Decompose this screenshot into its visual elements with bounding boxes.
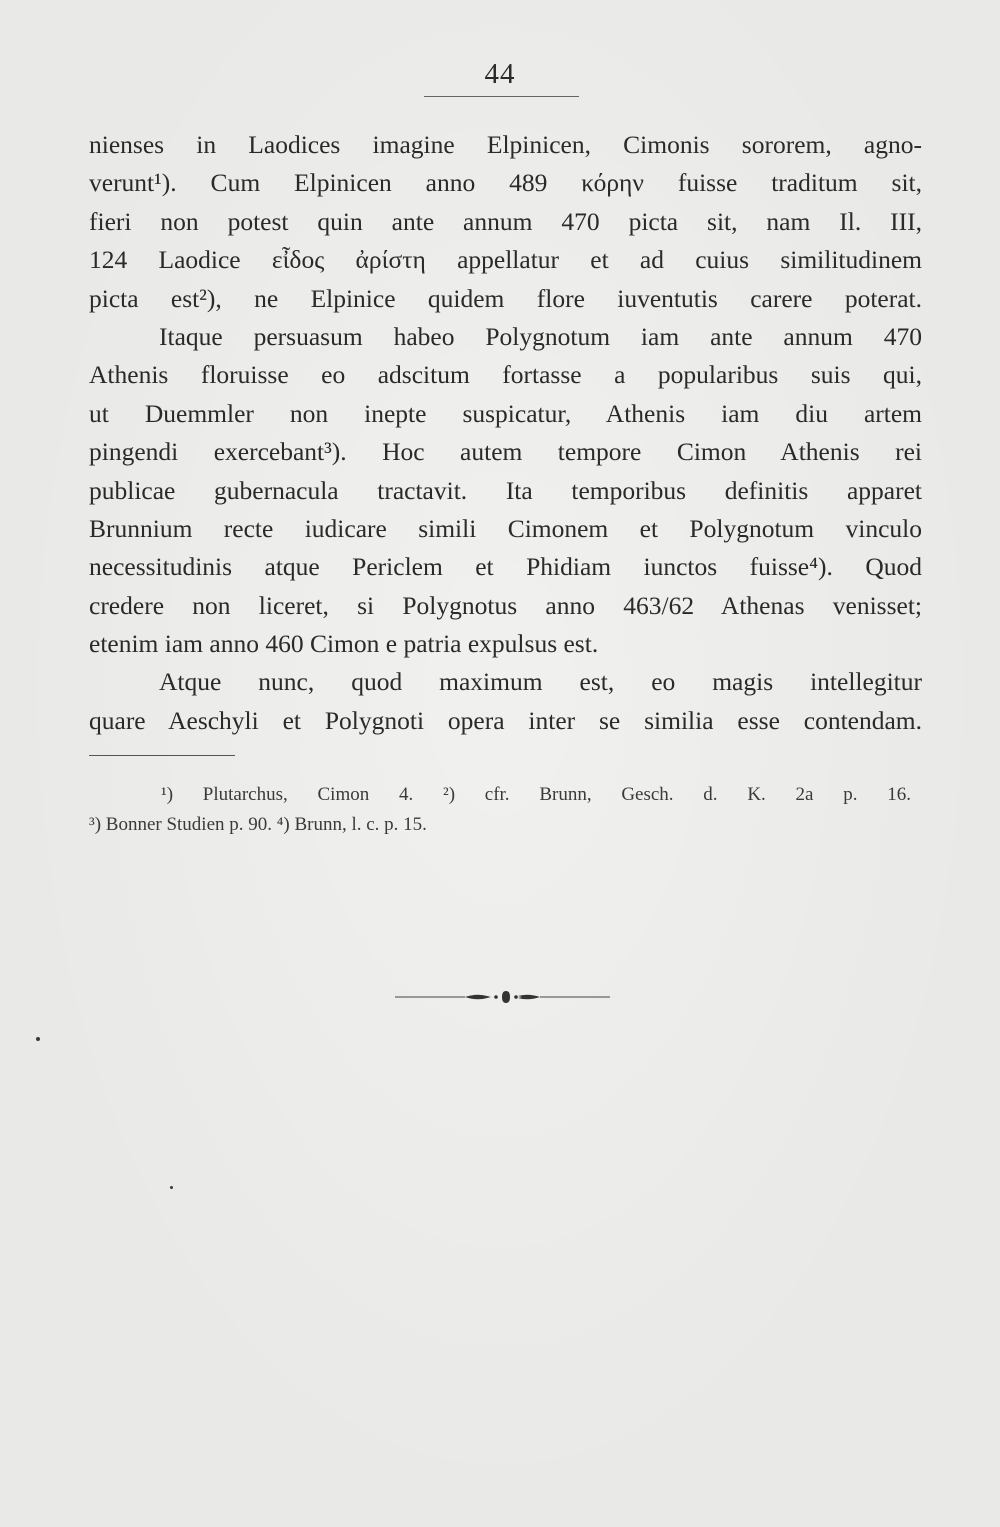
text-line: verunt¹). Cum Elpinicen anno 489 κόρην fuisse traditum sit, [89,168,922,198]
text-line: publicae gubernacula tractavit. Ita temporibus definitis apparet [89,475,922,505]
text-line: fieri non potest quin ante annum 470 picta sit, nam Il. III, [89,206,922,236]
page-speck [170,1186,173,1189]
text-line: credere non liceret, si Polygnotus anno 463/62 Athenas venisset; [89,590,922,620]
body-text [89,126,922,740]
text-line: Athenis floruisse eo adscitum fortasse a popularibus suis qui, [89,360,922,390]
footnotes [89,780,911,840]
header-rule [424,96,579,97]
text-line: ut Duemmler non inepte suspicatur, Athenis iam diu artem [89,398,922,428]
text-line: pingendi exercebant³). Hoc autem tempore Cimon Athenis rei [89,437,922,467]
text-line: picta est²), ne Elpinice quidem flore iuventutis carere poterat. [89,283,922,313]
footnote-line: ³) Bonner Studien p. 90. ⁴) Brunn, l. c. p. 15. [89,814,427,835]
text-line: Itaque persuasum habeo Polygnotum iam ante annum 470 [159,321,922,351]
text-line: etenim iam anno 460 Cimon e patria expulsus est. [89,629,599,659]
text-line: nienses in Laodices imagine Elpinicen, Cimonis sororem, agno- [89,130,922,159]
page-number: 44 [484,58,516,90]
page-speck [36,1037,40,1041]
footnote-line: ¹) Plutarchus, Cimon 4. ²) cfr. Brunn, Gesch. d. K. 2a p. 16. [161,784,911,805]
text-line: quare Aeschyli et Polygnoti opera inter se similia esse contendam. [89,705,922,735]
tailpiece-ornament-icon [395,988,610,1006]
text-line: Brunnium recte iudicare simili Cimonem et Polygnotum vinculo [89,513,922,543]
text-line: necessitudinis atque Periclem et Phidiam iunctos fuisse⁴). Quod [89,552,922,582]
footnote-rule [89,755,235,756]
text-line: 124 Laodice εἶδος ἀρίστη appellatur et ad cuius similitudinem [89,245,922,275]
text-line: Atque nunc, quod maximum est, eo magis intellegitur [159,667,922,697]
